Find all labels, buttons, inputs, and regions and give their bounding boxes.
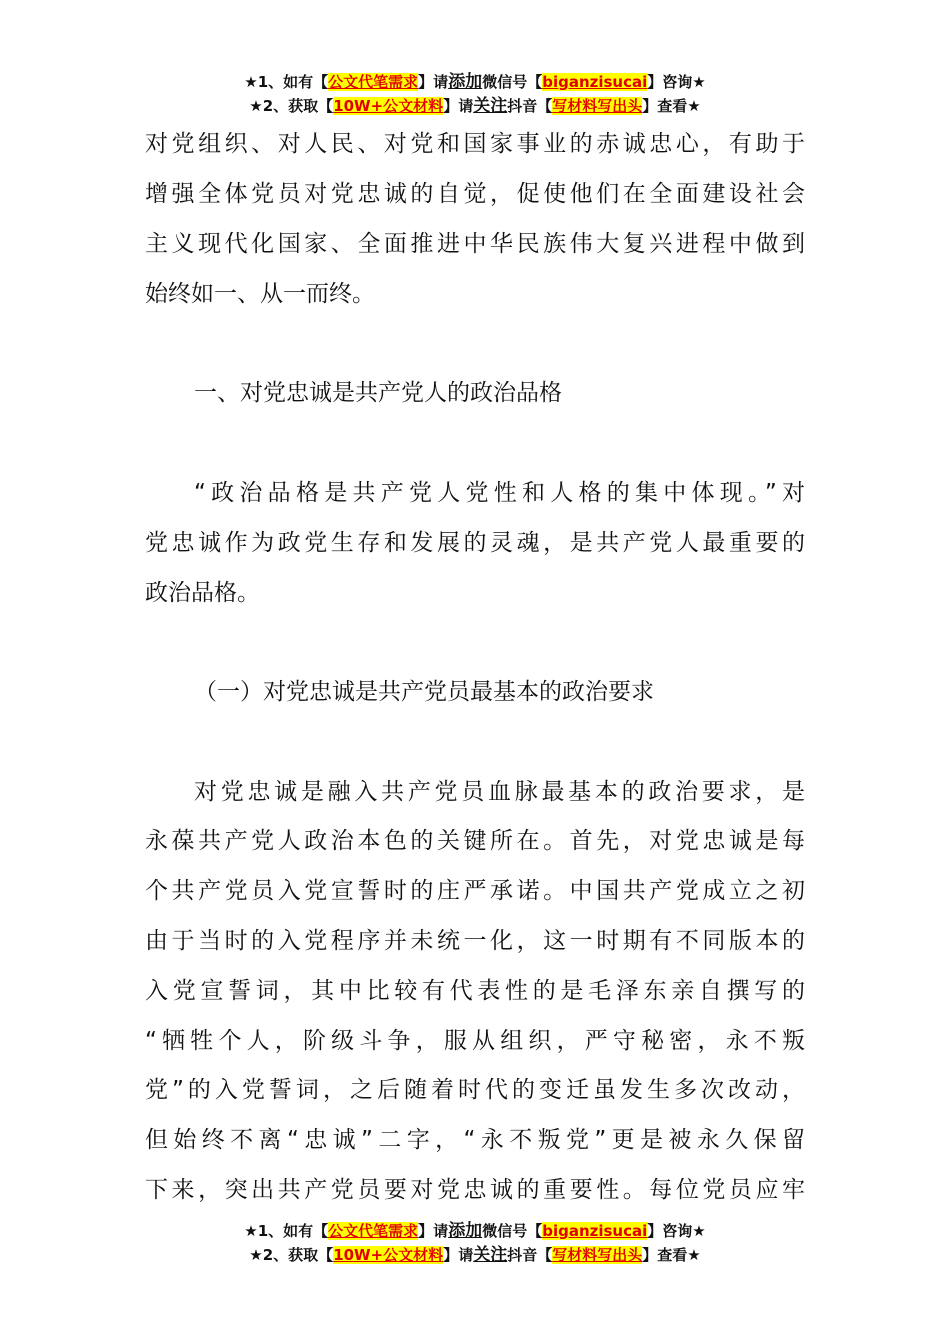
banner-highlight: 写材料写出头 [552,1246,643,1264]
section-heading: 一、对党忠诚是共产党人的政治品格 [194,380,562,406]
banner-highlight: 公文代笔需求 [328,73,419,91]
promo-banner-top-line-2 [0,94,950,118]
banner-highlight: 10W+公文材料 [333,97,444,115]
banner-text: 】请 [418,1222,449,1240]
paragraph-line: 增强全体党员对党忠诚的自觉，促使他们在全面建设社会 [145,181,805,207]
banner-highlight: 写材料写出头 [552,97,643,115]
banner-text: 】查看★ [642,97,701,115]
promo-banner-bottom-line-1 [0,1219,950,1243]
banner-text: 】查看★ [642,1246,701,1264]
banner-highlight: biganzisucai [542,1222,648,1240]
paragraph-line: 入党宣誓词，其中比较有代表性的是毛泽东亲自撰写的 [145,978,805,1004]
banner-text: 】咨询★ [647,73,706,91]
banner-text: ★1、如有【 [244,73,329,91]
paragraph-line: 个共产党员入党宣誓时的庄严承诺。中国共产党成立之初 [145,878,805,904]
banner-text: ★2、获取【 [249,97,334,115]
banner-emphasis: 添加 [448,1221,483,1241]
paragraph-line: 党”的入党誓词，之后随着时代的变迁虽发生多次改动， [145,1077,805,1103]
banner-text: 抖音【 [507,97,553,115]
paragraph-line: 主义现代化国家、全面推进中华民族伟大复兴进程中做到 [145,231,805,257]
paragraph-line: “牺牲个人，阶级斗争，服从组织，严守秘密，永不叛 [145,1028,805,1054]
banner-text: 】咨询★ [647,1222,706,1240]
banner-text: ★2、获取【 [249,1246,334,1264]
banner-highlight: 公文代笔需求 [328,1222,419,1240]
paragraph-line: 下来，突出共产党员要对党忠诚的重要性。每位党员应牢 [145,1177,805,1203]
paragraph-line: 对党忠诚是融入共产党员血脉最基本的政治要求，是 [194,779,805,805]
banner-text: ★1、如有【 [244,1222,329,1240]
paragraph-line: 对党组织、对人民、对党和国家事业的赤诚忠心，有助于 [145,131,805,157]
subsection-heading: （一）对党忠诚是共产党员最基本的政治要求 [194,679,654,705]
banner-highlight: biganzisucai [542,73,648,91]
paragraph-line: 永葆共产党人政治本色的关键所在。首先，对党忠诚是每 [145,828,805,854]
banner-emphasis: 关注 [473,96,508,116]
paragraph-line: “政治品格是共产党人党性和人格的集中体现。”对 [194,480,805,506]
banner-highlight: 10W+公文材料 [333,1246,444,1264]
banner-text: 】请 [443,1246,474,1264]
banner-emphasis: 添加 [448,72,483,92]
paragraph-line: 由于当时的入党程序并未统一化，这一时期有不同版本的 [145,928,805,954]
promo-banner-bottom-line-2 [0,1243,950,1267]
banner-text: 微信号【 [482,73,543,91]
banner-text: 微信号【 [482,1222,543,1240]
paragraph-line: 党忠诚作为政党生存和发展的灵魂，是共产党人最重要的 [145,530,805,556]
banner-text: 】请 [443,97,474,115]
paragraph-line: 政治品格。 [145,580,260,606]
paragraph-line: 始终如一、从一而终。 [145,281,375,307]
paragraph-line: 但始终不离“忠诚”二字，“永不叛党”更是被永久保留 [145,1127,805,1153]
banner-text: 】请 [418,73,449,91]
banner-text: 抖音【 [507,1246,553,1264]
promo-banner-top-line-1 [0,70,950,94]
banner-emphasis: 关注 [473,1245,508,1265]
